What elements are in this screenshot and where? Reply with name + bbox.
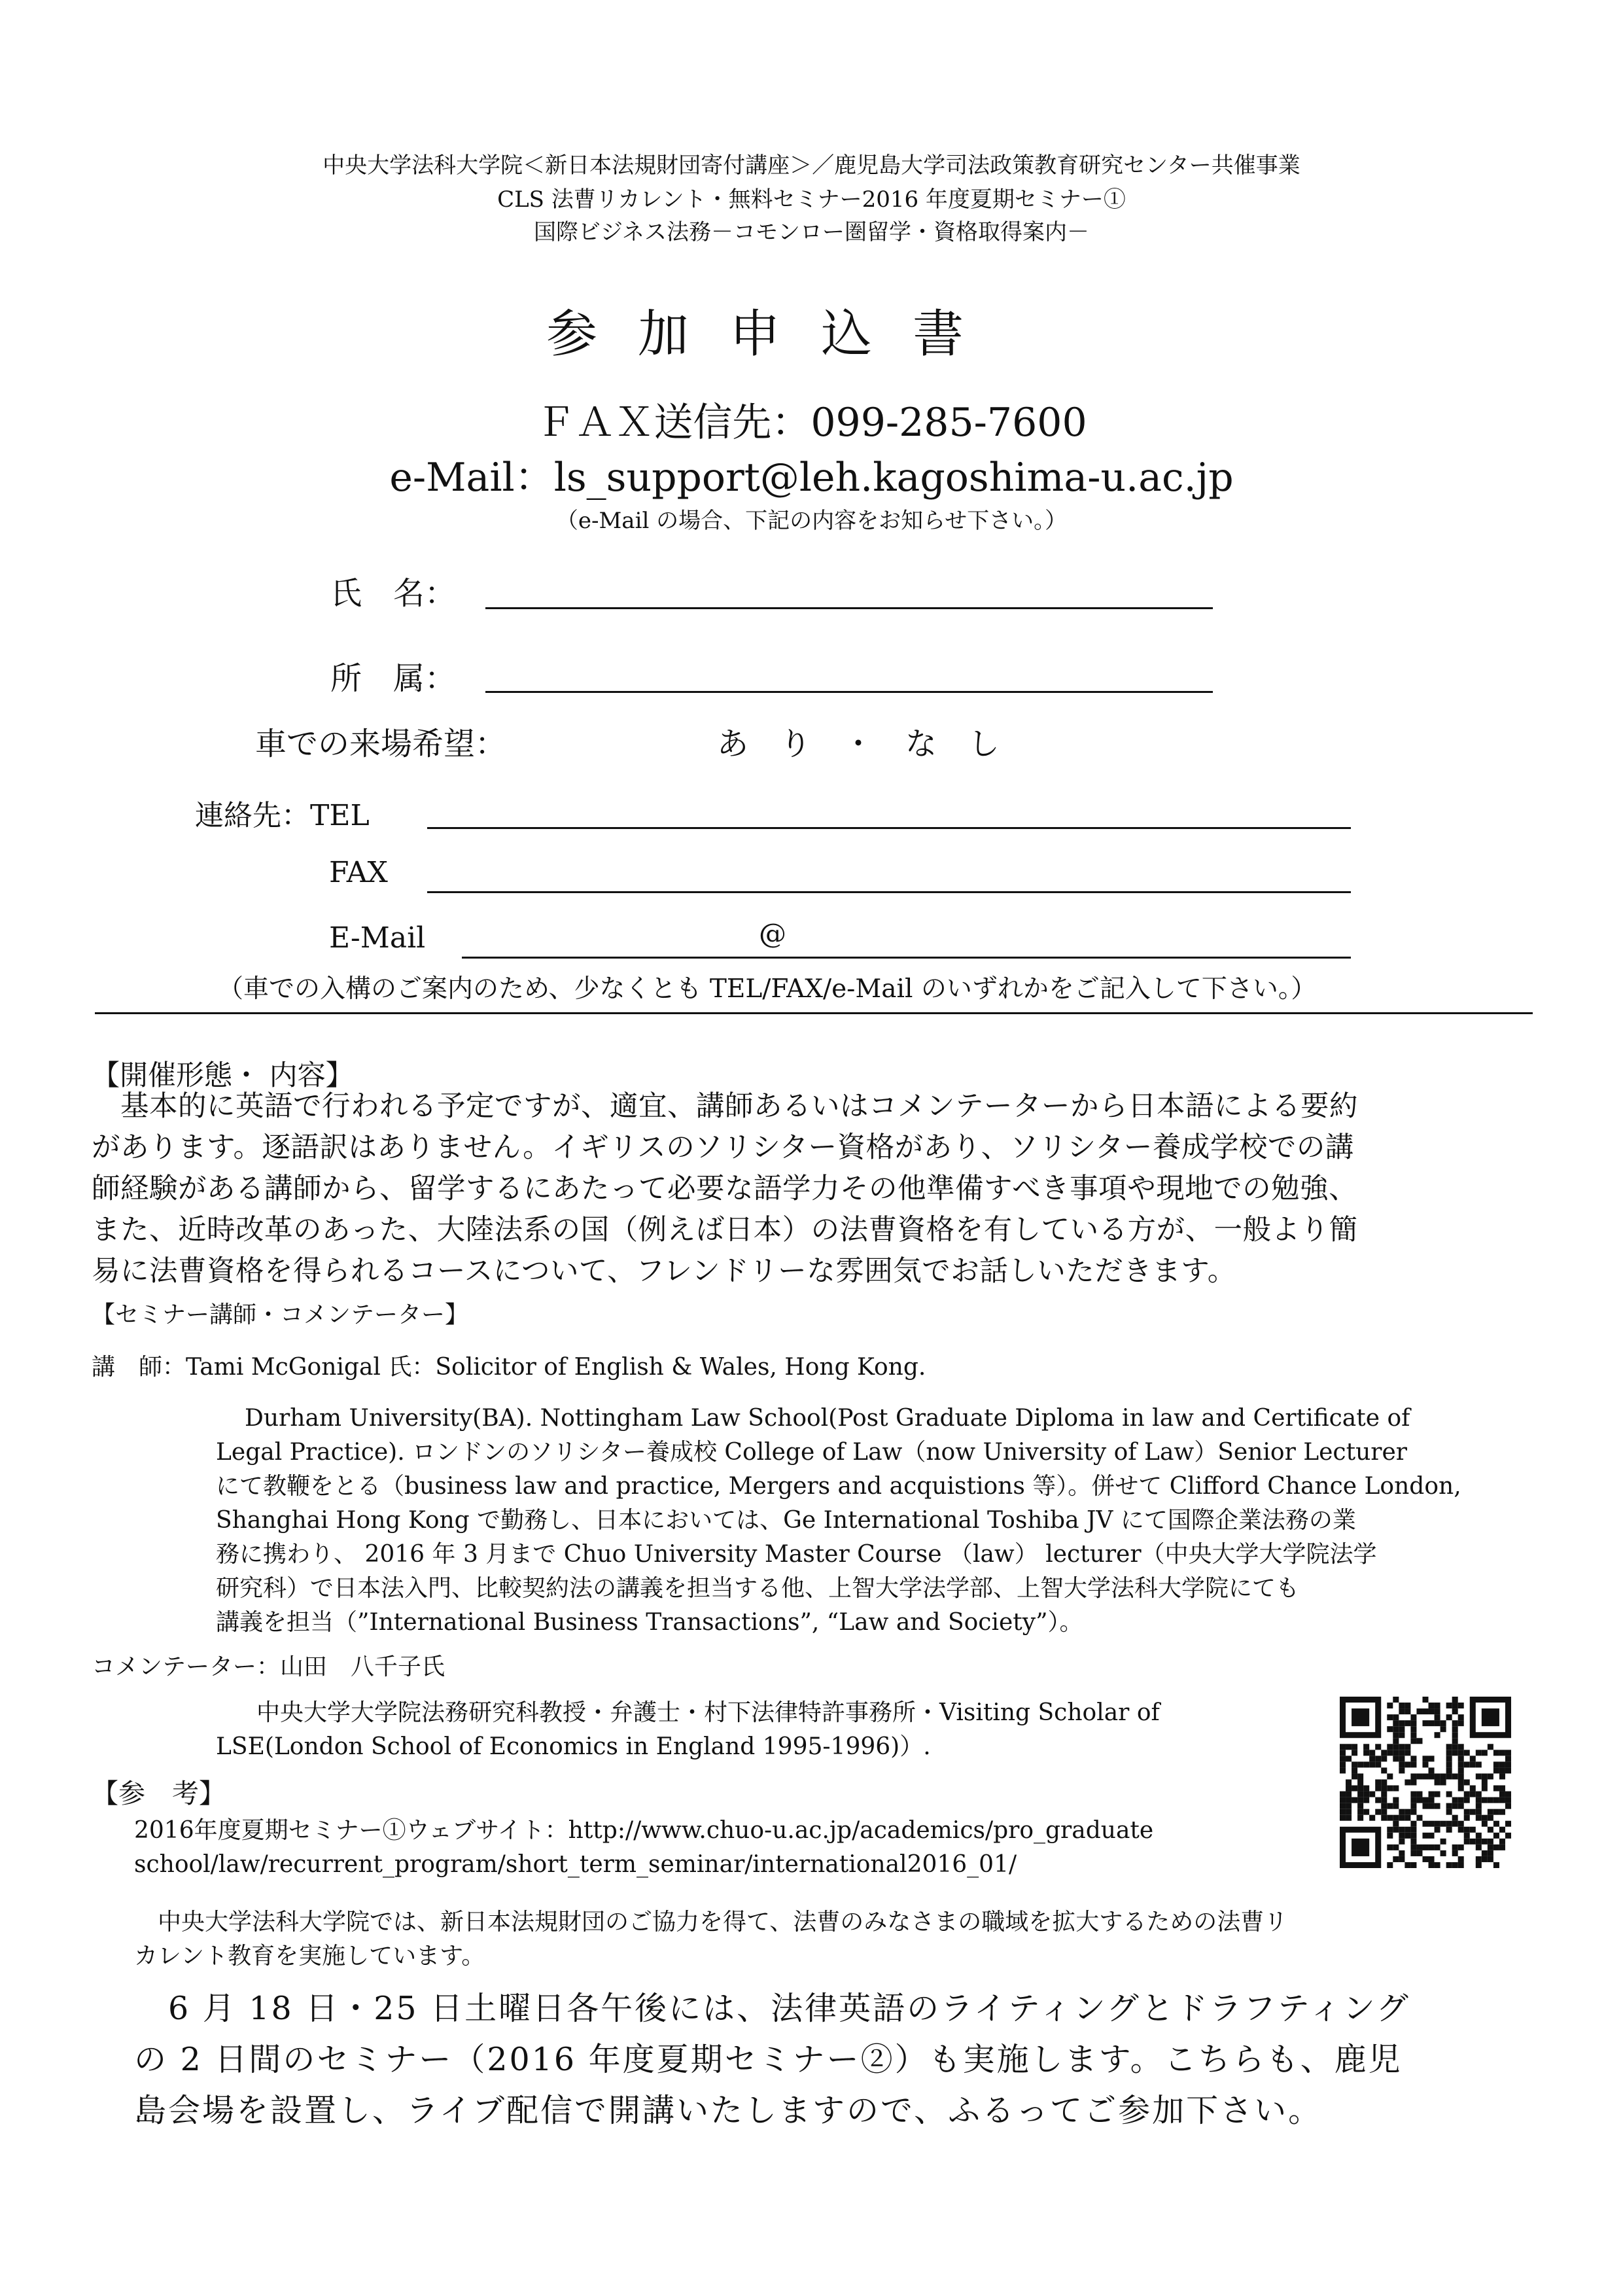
lecturer-bio-line: にて教鞭をとる（business law and practice, Mergers and acquistions 等）。併せて Clifford Chance London, <box>216 1473 1461 1500</box>
name-field[interactable] <box>485 607 1213 609</box>
lecturer-bio-line: Legal Practice). ロンドンのソリシター養成校 College of Law（now University of Law）Senior Lecturer <box>216 1439 1407 1466</box>
tel-field[interactable] <box>427 827 1351 829</box>
reference-heading: 【参 考】 <box>92 1778 226 1809</box>
car-label: 車での来場希望： <box>255 726 507 762</box>
commentator-bio-line: 中央大学大学院法務研究科教授・弁護士・村下法律特許事務所・Visiting Scholar of <box>256 1699 1160 1726</box>
content-line: があります。逐語訳はありません。イギリスのソリシター資格があり、ソリシター養成学校での講 <box>92 1131 1354 1164</box>
header-line-3: 国際ビジネス法務－コモンロー圏留学・資格取得案内－ <box>534 219 1089 245</box>
closing-big-line: 6 月 18 日・25 日土曜日各午後には、法律英語のライティングとドラフティング <box>134 1990 1410 2027</box>
contact-note: （車での入構のご案内のため、少なくとも TEL/FAX/e-Mail のいずれかをご記入して下さい。） <box>218 974 1317 1004</box>
affiliation-label: 所 属： <box>330 660 457 697</box>
qr-code-icon[interactable] <box>1340 1697 1511 1868</box>
email-label: E-Mail <box>329 921 426 955</box>
closing-small-line: カレント教育を実施しています。 <box>134 1943 485 1969</box>
closing-big-line: 島会場を設置し、ライブ配信で開講いたしますので、ふるってご参加下さい。 <box>134 2092 1323 2129</box>
speakers-heading: 【セミナー講師・コメンテーター】 <box>92 1301 469 1328</box>
content-line: 師経験がある講師から、留学するにあたって必要な語学力その他準備すべき事項や現地での勉強、 <box>92 1173 1358 1205</box>
commentator-bio-line: LSE(London School of Economics in England 1995-1996)）. <box>216 1733 931 1760</box>
car-options[interactable]: あ り ・ な し <box>717 726 1000 762</box>
closing-small-line: 中央大学法科大学院では、新日本法規財団のご協力を得て、法曹のみなさまの職域を拡大するための法曹リ <box>134 1909 1288 1935</box>
lecturer-bio-line: 務に携わり、 2016 年 3 月まで Chuo University Master Course （law） lecturer（中央大学大学院法学 <box>216 1541 1377 1568</box>
page-title: 参加申込書 <box>546 305 1005 364</box>
reference-line[interactable]: 2016年度夏期セミナー①ウェブサイト：http://www.chuo-u.ac.jp/academics/pro_graduate <box>134 1817 1154 1844</box>
content-line: また、近時改革のあった、大陸法系の国（例えば日本）の法曹資格を有している方が、一般より簡 <box>92 1214 1358 1246</box>
tel-label: 連絡先：TEL <box>195 799 370 832</box>
at-sign: @ <box>759 917 786 949</box>
content-line: 易に法曹資格を得られるコースについて、フレンドリーな雰囲気でお話しいただきます。 <box>92 1255 1236 1288</box>
name-label: 氏 名： <box>330 575 457 612</box>
commentator-line: コメンテーター：山田 八千子氏 <box>92 1653 445 1680</box>
lecturer-bio-line: Shanghai Hong Kong で勤務し、日本においては、Ge International Toshiba JV にて国際企業法務の業 <box>216 1507 1356 1534</box>
lecturer-bio-line: Durham University(BA). Nottingham Law School(Post Graduate Diploma in law and Certificate of <box>245 1405 1410 1432</box>
fax-field[interactable] <box>427 891 1351 893</box>
email-note: （e-Mail の場合、下記の内容をお知らせ下さい。） <box>555 508 1068 534</box>
header-line-1: 中央大学法科大学院＜新日本法規財団寄付講座＞／鹿児島大学司法政策教育研究センター共催事業 <box>323 152 1300 179</box>
fax-label: FAX <box>329 856 388 889</box>
affiliation-field[interactable] <box>485 691 1213 693</box>
header-line-2: CLS 法曹リカレント・無料セミナー2016 年度夏期セミナー① <box>497 186 1126 213</box>
content-heading: 【開催形態・ 内容】 <box>92 1059 354 1092</box>
closing-big-line: の 2 日間のセミナー（2016 年度夏期セミナー②）も実施します。こちらも、鹿児 <box>134 2041 1403 2078</box>
contact-email: e-Mail：ls_support@leh.kagoshima-u.ac.jp <box>389 455 1234 501</box>
section-divider <box>95 1012 1533 1014</box>
lecturer-bio-line: 講義を担当（”International Business Transactions”, “Law and Society”）。 <box>216 1609 1083 1636</box>
fax-number: ＦＡＸ送信先：099-285-7600 <box>536 400 1087 446</box>
lecturer-line: 講 師：Tami McGonigal 氏：Solicitor of English & Wales, Hong Kong. <box>92 1354 926 1381</box>
lecturer-bio-line: 研究科）で日本法入門、比較契約法の講義を担当する他、上智大学法学部、上智大学法科大学院にても <box>216 1575 1300 1602</box>
email-field[interactable] <box>462 957 1351 959</box>
reference-line[interactable]: school/law/recurrent_program/short_term_seminar/international2016_01/ <box>134 1851 1017 1878</box>
content-line: 基本的に英語で行われる予定ですが、適宜、講師あるいはコメンテーターから日本語による要約 <box>92 1090 1358 1123</box>
